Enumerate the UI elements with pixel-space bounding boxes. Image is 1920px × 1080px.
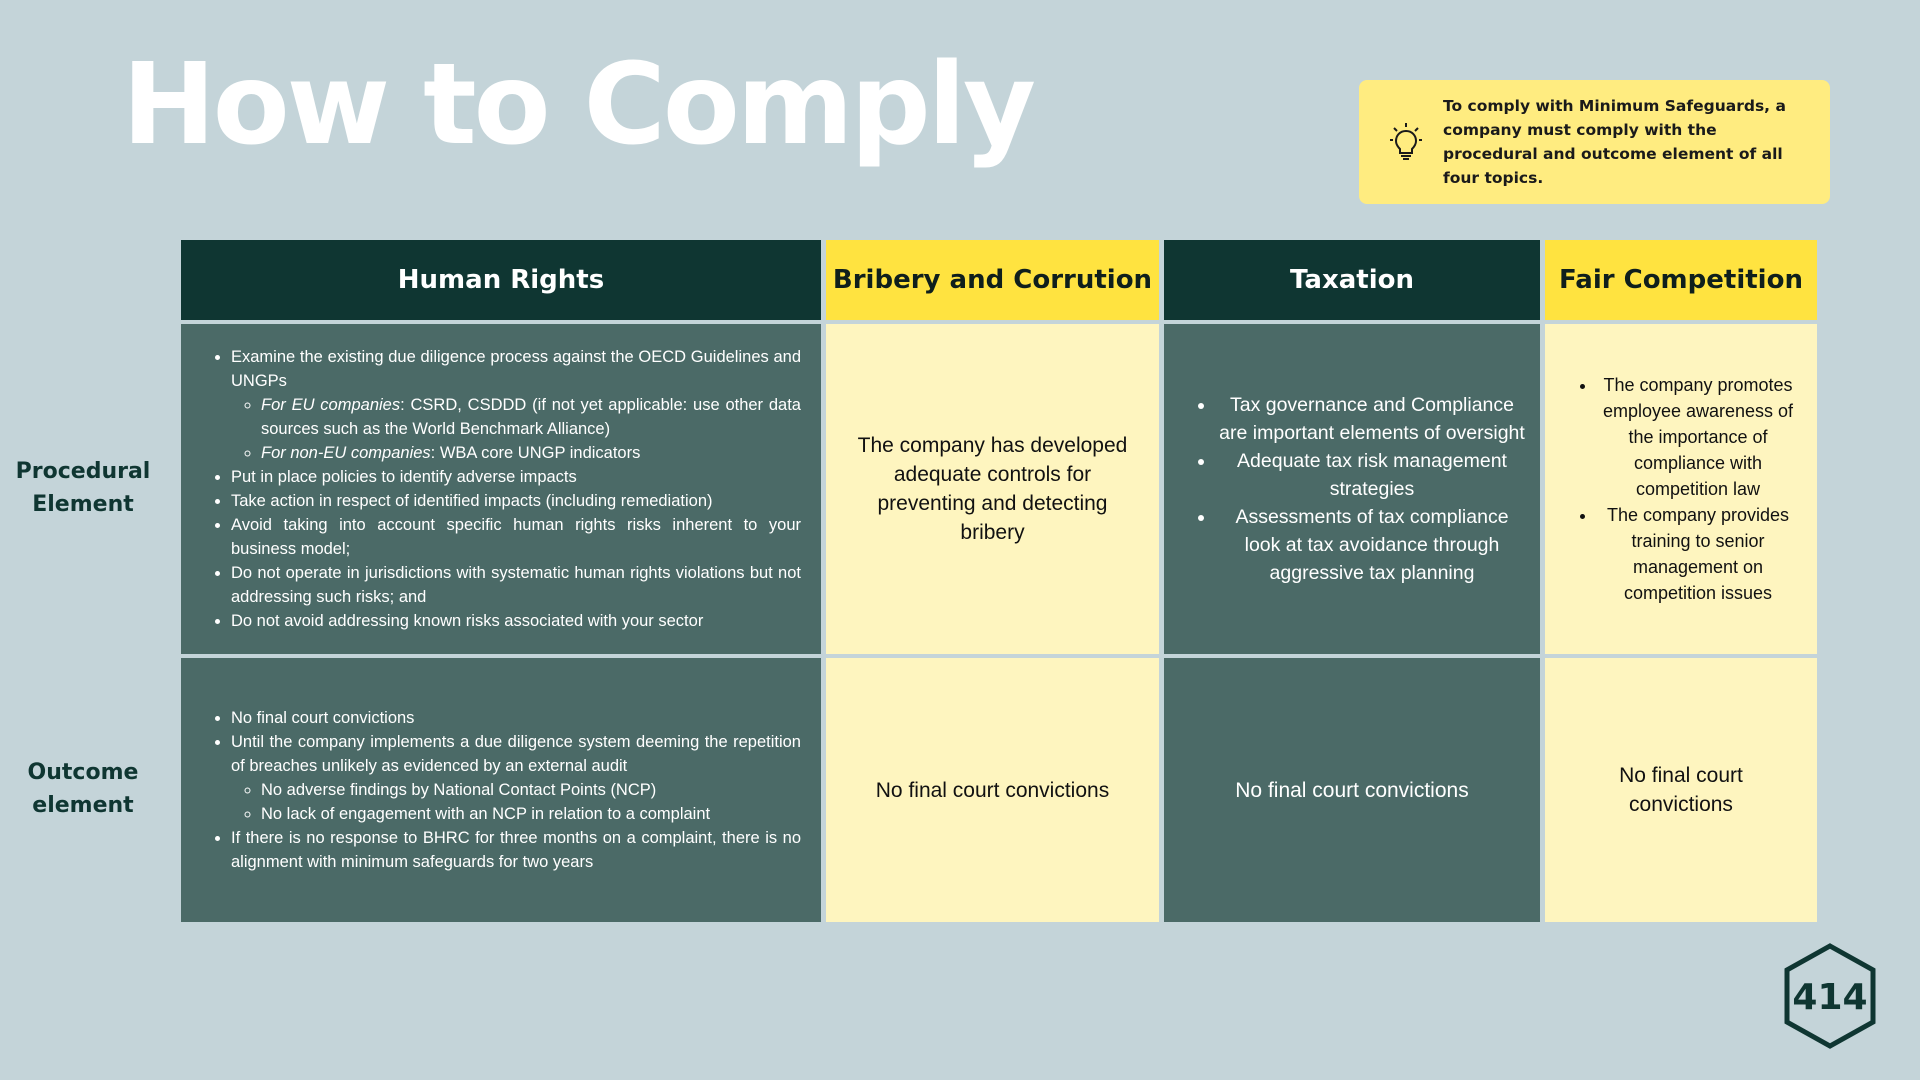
lightbulb-icon	[1389, 122, 1423, 162]
list-item-text: Until the company implements a due diligence system deeming the repetition of breaches unlikely as evidenced by an external audit	[231, 733, 801, 775]
outcome-fair-competition-text: No final court convictions	[1619, 764, 1743, 816]
list-item: • Avoid taking into account specific human rights risks inherent to your business model;	[231, 513, 801, 561]
list-subitem	[261, 393, 801, 441]
header-taxation: Taxation	[1164, 240, 1540, 320]
row-label-outcome-line2: element	[32, 793, 134, 818]
hexagon-logo-icon	[1782, 942, 1878, 1050]
row-label-procedural	[0, 455, 166, 521]
list-subitem-emphasis: For non-EU companies	[261, 444, 431, 462]
list-item: • No final court convictions	[231, 706, 801, 730]
page-title: How to Comply	[122, 40, 1034, 170]
cell-procedural-human-rights	[181, 324, 821, 654]
list-item: • Do not operate in jurisdictions with systematic human rights violations but not addressing such risks; and	[231, 561, 801, 609]
list-subitem-emphasis: For EU companies	[261, 396, 401, 414]
callout-box	[1359, 80, 1830, 204]
header-fair-competition: Fair Competition	[1545, 240, 1817, 320]
row-label-outcome	[0, 756, 166, 822]
row-label-procedural-line2: Element	[32, 492, 134, 517]
list-item: • If there is no response to BHRC for three months on a complaint, there is no alignment with minimum safeguards for two years	[231, 826, 801, 874]
header-bribery: Bribery and Corrution	[826, 240, 1159, 320]
cell-outcome-taxation	[1164, 658, 1540, 922]
list-subitem-text: : CSRD, CSDDD (if not yet applicable: use other data sources such as the World Benchmark Alliance)	[261, 396, 801, 438]
row-label-procedural-line1: Procedural	[15, 459, 151, 484]
outcome-taxation-text: No final court convictions	[1235, 778, 1469, 802]
list-subitem: ◦ No adverse findings by National Contact Points (NCP)	[261, 778, 801, 802]
list-item: • Tax governance and Compliance are important elements of oversight	[1216, 391, 1528, 447]
outcome-bribery-text: No final court convictions	[875, 778, 1110, 802]
list-item: • Put in place policies to identify adverse impacts	[231, 465, 801, 489]
list-subitem: ◦ No lack of engagement with an NCP in relation to a complaint	[261, 802, 801, 826]
procedural-fair-competition-list	[1545, 372, 1817, 606]
header-human-rights: Human Rights	[181, 240, 821, 320]
procedural-bribery-text: The company has developed adequate controls for preventing and detecting bribery	[857, 434, 1128, 544]
list-item: • Take action in respect of identified impacts (including remediation)	[231, 489, 801, 513]
cell-procedural-taxation	[1164, 324, 1540, 654]
cell-outcome-fair-competition	[1545, 658, 1817, 922]
cell-outcome-bribery	[826, 658, 1159, 922]
compliance-table	[181, 240, 1817, 922]
cell-procedural-bribery	[826, 324, 1159, 654]
callout-text: To comply with Minimum Safeguards, a company must comply with the procedural and outcome element of all four topics.	[1443, 97, 1786, 187]
row-label-outcome-line1: Outcome	[27, 760, 139, 785]
list-item: • The company promotes employee awareness of the importance of compliance with competition law	[1597, 372, 1799, 502]
logo-text: 414	[1792, 977, 1868, 1018]
list-item: • Adequate tax risk management strategies	[1216, 447, 1528, 503]
list-item	[231, 345, 801, 465]
list-item: • Do not avoid addressing known risks associated with your sector	[231, 609, 801, 633]
cell-procedural-fair-competition	[1545, 324, 1817, 654]
procedural-taxation-list	[1164, 391, 1540, 587]
outcome-human-rights-list	[181, 706, 821, 874]
cell-outcome-human-rights	[181, 658, 821, 922]
procedural-human-rights-list	[181, 345, 821, 633]
list-item	[231, 730, 801, 826]
list-subitem-text: : WBA core UNGP indicators	[430, 444, 641, 462]
list-item-text: Examine the existing due diligence process against the OECD Guidelines and UNGPs	[231, 348, 801, 390]
list-item: • The company provides training to senior management on competition issues	[1597, 502, 1799, 606]
list-item: • Assessments of tax compliance look at tax avoidance through aggressive tax planning	[1216, 503, 1528, 587]
list-subitem	[261, 441, 801, 465]
